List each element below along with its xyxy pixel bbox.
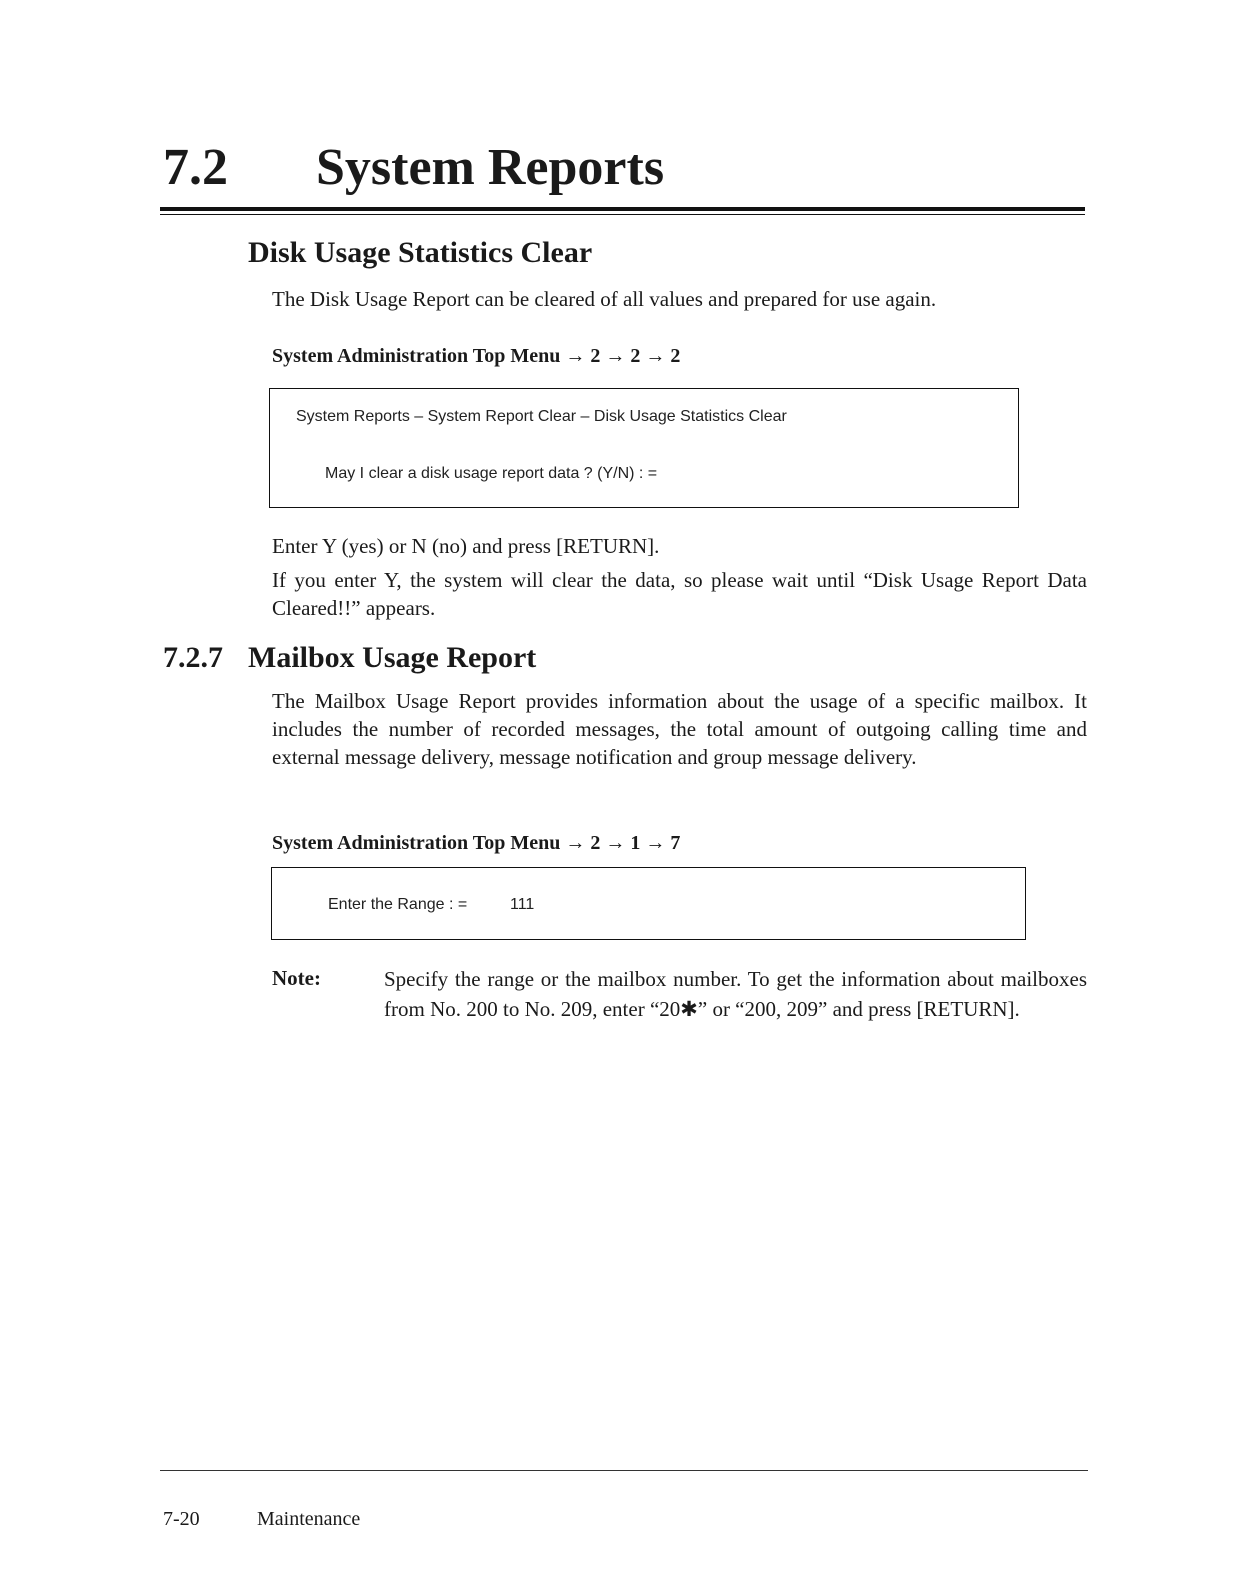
screen-range-value: 111 bbox=[510, 896, 535, 913]
chapter-title: System Reports bbox=[316, 139, 665, 196]
footer-rule bbox=[160, 1470, 1088, 1471]
menu-path-mailbox-usage: System Administration Top Menu → 2 → 1 → 7 bbox=[272, 832, 681, 854]
screen-range-prompt: Enter the Range : = bbox=[328, 896, 468, 913]
header-rule-thick bbox=[160, 207, 1085, 211]
section-heading-disk-usage-clear: Disk Usage Statistics Clear bbox=[248, 236, 593, 269]
screen-prompt: May I clear a disk usage report data ? (Y/N) : = bbox=[325, 465, 658, 482]
disk-usage-clear-result: If you enter Y, the system will clear the data, so please wait until “Disk Usage Report Data Cleared!!” appears. bbox=[272, 568, 1087, 620]
chapter-number: 7.2 bbox=[163, 139, 228, 196]
menu-path-disk-usage-clear: System Administration Top Menu → 2 → 2 → 2 bbox=[272, 345, 681, 367]
screen-disk-usage-clear bbox=[269, 388, 1019, 508]
footer-section-name: Maintenance bbox=[257, 1508, 361, 1530]
page-number: 7-20 bbox=[163, 1508, 200, 1530]
screen-title: System Reports – System Report Clear – Disk Usage Statistics Clear bbox=[296, 408, 787, 425]
screen-mailbox-usage bbox=[271, 867, 1026, 940]
disk-usage-clear-instruction: Enter Y (yes) or N (no) and press [RETURN]. bbox=[272, 534, 660, 558]
mailbox-usage-intro: The Mailbox Usage Report provides information about the usage of a specific mailbox. It includes the number of recorded messages, the total amount of outgoing calling time and external message delivery, message notification and group message delivery. bbox=[272, 689, 1087, 769]
note-text: Specify the range or the mailbox number. To get the information about mailboxes from No. 200 to No. 209, enter “20✱” or “200, 209” and press [RETURN]. bbox=[384, 967, 1087, 1021]
section-heading-mailbox-usage: Mailbox Usage Report bbox=[248, 641, 537, 674]
note-label: Note: bbox=[272, 966, 321, 990]
section-number-mailbox-usage: 7.2.7 bbox=[163, 641, 223, 674]
header-rule-thin bbox=[160, 214, 1085, 215]
disk-usage-clear-intro: The Disk Usage Report can be cleared of all values and prepared for use again. bbox=[272, 287, 937, 311]
